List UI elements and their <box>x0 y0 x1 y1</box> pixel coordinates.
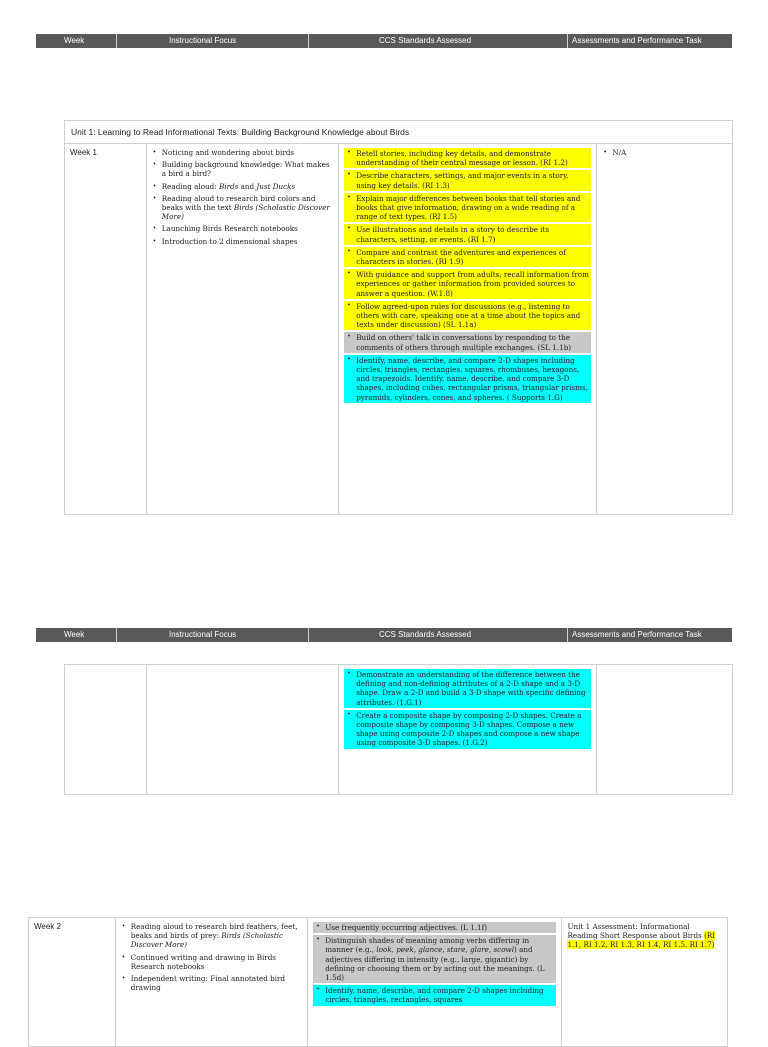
list-item: • With guidance and support from adults, recall information from experiences or gather information from provided sources to answer a question. (W.1.8) <box>344 269 591 299</box>
week-label: Week 1 <box>70 148 97 157</box>
focus-cell <box>147 144 339 514</box>
list-item: • Reading aloud to research bird colors and beaks with the text Birds (Scholastic Discover More) <box>152 194 333 222</box>
list-item: • Introduction to 2 dimensional shapes <box>152 237 333 246</box>
table-header <box>36 34 732 48</box>
list-item: • Identify, name, describe, and compare 2-D shapes including circles, triangles, rectangles, squares <box>313 985 556 1005</box>
week-label: Week 2 <box>34 922 61 931</box>
list-item: • Use illustrations and details in a story to describe its characters, setting, or events. (RI 1.7) <box>344 224 591 244</box>
header-assess: Assessments and Performance Task <box>572 630 702 639</box>
header-assess: Assessments and Performance Task <box>572 36 702 45</box>
focus-cell <box>147 665 339 794</box>
standards-cell <box>339 144 597 514</box>
list-item: • Describe characters, settings, and major events in a story, using key details. (RI 1.3) <box>344 170 591 190</box>
header-ccs: CCS Standards Assessed <box>309 628 568 642</box>
focus-list <box>121 922 302 992</box>
standards-list <box>344 669 591 749</box>
assess-cell <box>562 918 727 1046</box>
unit1-continued-row <box>64 664 733 795</box>
header-week: Week <box>36 34 117 48</box>
list-item: • Launching Birds Research notebooks <box>152 224 333 233</box>
week2-row <box>28 917 728 1047</box>
assess-cell <box>597 665 732 794</box>
list-item: • Use frequently occurring adjectives. (L 1.1f) <box>313 922 556 933</box>
list-item: • Continued writing and drawing in Birds Research notebooks <box>121 953 302 971</box>
week-cell <box>65 144 147 514</box>
list-item: • Demonstrate an understanding of the difference between the defining and non-defining attributes of a 2-D shape and a 3-D shape. Draw a 2-D and build a 3-D shape with specific defining attributes. (1.G.1) <box>344 669 591 708</box>
focus-list <box>152 148 333 246</box>
standards-cell <box>308 918 562 1046</box>
unit-title: Unit 1: Learning to Read Informational Texts: Building Background Knowledge about Birds <box>64 120 733 144</box>
list-item: • Reading aloud to research bird feathers, feet, beaks and birds of prey: Birds (Scholastic Discover More) <box>121 922 302 950</box>
assessment-standards: (RI 1.1, RI 1.2, RI 1.3, RI 1.4, RI 1.5, RI 1.7) <box>567 931 716 950</box>
list-item: • Compare and contrast the adventures and experiences of characters in stories. (RI 1.9) <box>344 247 591 267</box>
list-item: • Explain major differences between books that tell stories and books that give information, drawing on a wide reading of a range of text types. (RI 1.5) <box>344 193 591 223</box>
list-item: • Building background knowledge: What makes a bird a bird? <box>152 160 333 178</box>
list-item: • Create a composite shape by composing 2-D shapes. Create a composite shape by composing 3-D shapes. Compose a new shape using composite 2-D shapes and compose a new shape using composite 3-D shapes. (1.G.2) <box>344 710 591 749</box>
list-item: • Follow agreed-upon rules for discussions (e.g., listening to others with care, speaking one at a time about the topics and texts under discussion) (SL 1.1a) <box>344 301 591 331</box>
standards-cell <box>339 665 597 794</box>
unit1-week1-row <box>64 144 733 515</box>
header-focus: Instructional Focus <box>117 628 309 642</box>
list-item: • Retell stories, including key details, and demonstrate understanding of their central message or lesson. (RI 1.2) <box>344 148 591 168</box>
week-cell <box>29 918 116 1046</box>
list-item: • Identify, name, describe, and compare 2-D shapes including circles, triangles, rectangles, squares, rhombuses, hexagons, and trapezoids. Identify, name, describe, and compare 3-D shapes, including cubes, rectangular prisms, triangular prisms, pyramids, cylinders, cones, and spheres. ( Supports 1.G) <box>344 355 591 403</box>
standards-list <box>344 148 591 403</box>
table-header-2 <box>36 628 732 642</box>
header-week: Week <box>36 628 117 642</box>
assess-cell <box>597 144 732 514</box>
list-item: • Independent writing: Final annotated bird drawing <box>121 974 302 992</box>
assess-list <box>602 148 727 157</box>
list-item: • N/A <box>602 148 727 157</box>
header-focus: Instructional Focus <box>117 34 309 48</box>
list-item: • Build on others' talk in conversations by responding to the comments of others through multiple exchanges. (SL 1.1b) <box>344 332 591 352</box>
list-item: • Distinguish shades of meaning among verbs differing in manner (e.g., look, peek, glance, stare, glare, scowl) and adjectives differing in intensity (e.g., large, gigantic) by defining or choosing them or by acting out the meanings. (L 1.5d) <box>313 935 556 983</box>
week-cell <box>65 665 147 794</box>
header-ccs: CCS Standards Assessed <box>309 34 568 48</box>
list-item: • Noticing and wondering about birds <box>152 148 333 157</box>
focus-cell <box>116 918 308 1046</box>
assessment-text: Unit 1 Assessment: Informational Reading Short Response about Birds <box>567 922 702 941</box>
list-item: • Reading aloud: Birds and Just Ducks <box>152 182 333 191</box>
standards-list <box>313 922 556 1006</box>
